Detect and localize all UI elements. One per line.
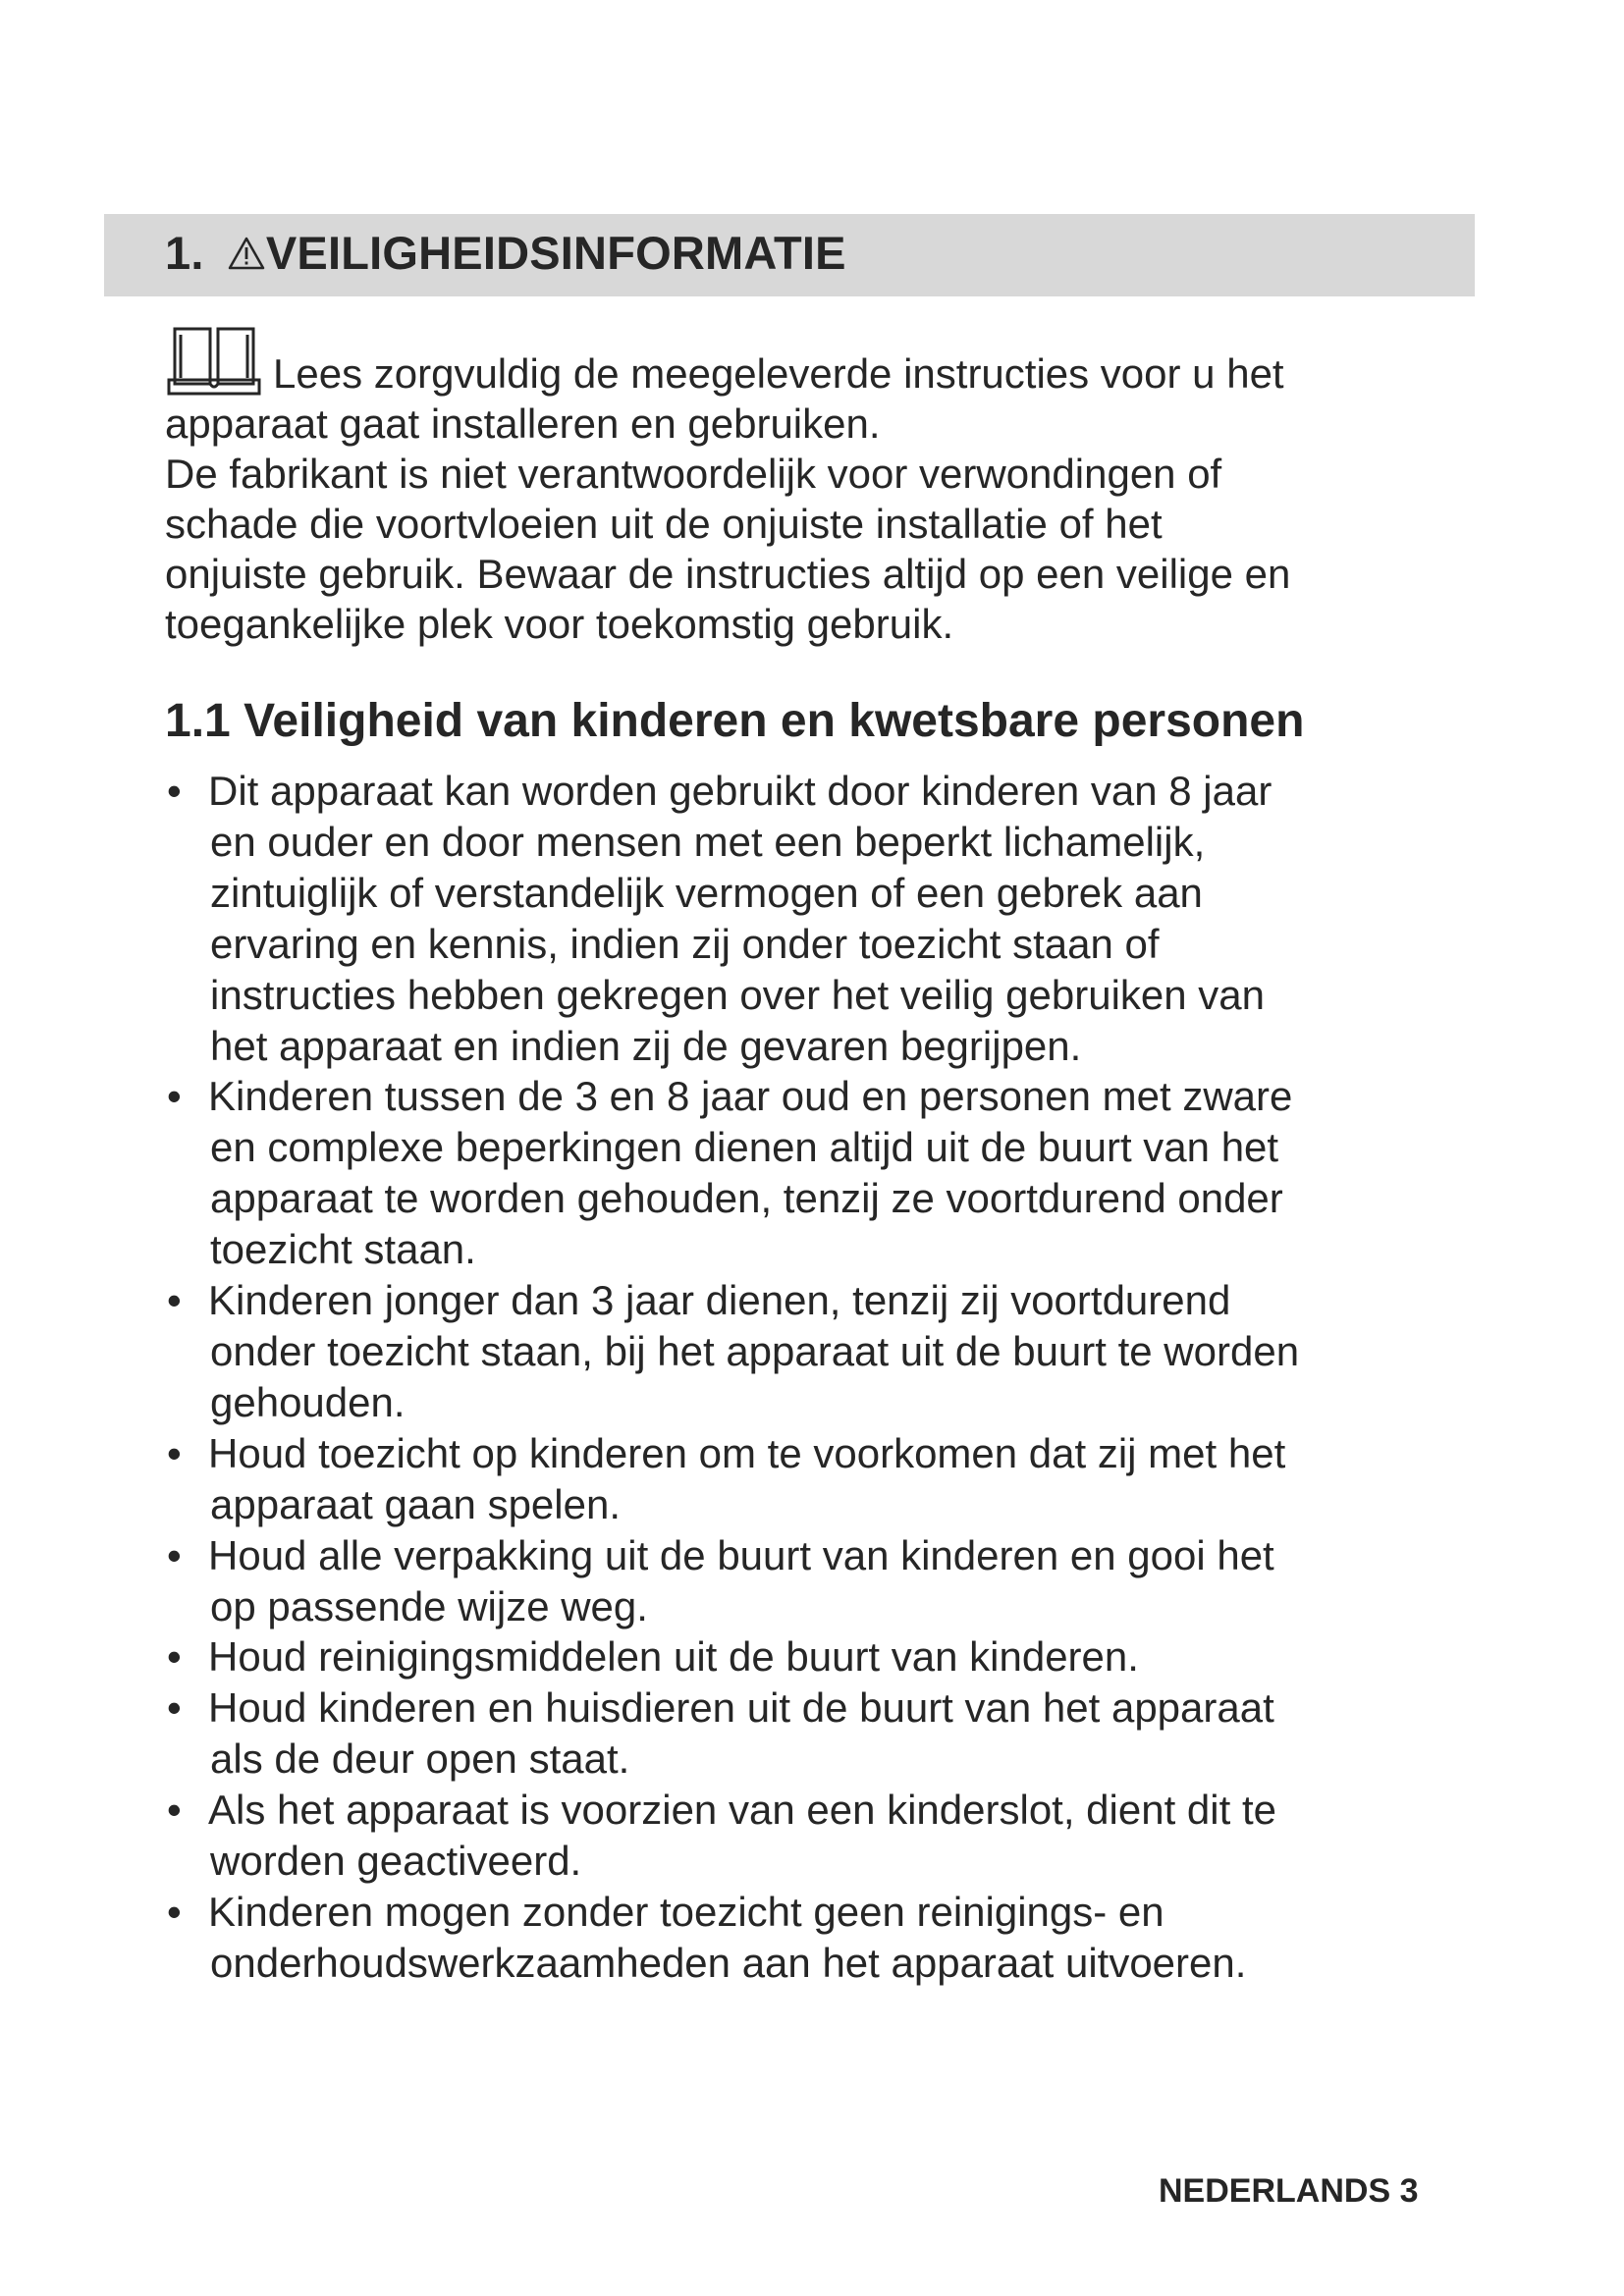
bullet-dot: • [167,1888,182,1935]
page-footer: NEDERLANDS 3 [1159,2172,1419,2210]
bullet-dot: • [167,1073,182,1120]
bullet-dot: • [167,1684,182,1732]
bullet-line: onder toezicht staan, bij het apparaat uit de buurt te worden [210,1327,1300,1374]
bullet-line: ervaring en kennis, indien zij onder toezicht staan of [210,920,1160,967]
bullet-line: Dit apparaat kan worden gebruikt door kinderen van 8 jaar [208,768,1272,814]
bullet-line: en complexe beperkingen dienen altijd uit de buurt van het [210,1124,1279,1171]
intro-line: onjuiste gebruik. Bewaar de instructies altijd op een veilige en [165,551,1291,597]
bullet-line: apparaat te worden gehouden, tenzij ze voortdurend onder [210,1175,1283,1222]
intro-line: toegankelijke plek voor toekomstig gebruik. [165,601,954,647]
bullet-line: Houd reinigingsmiddelen uit de buurt van kinderen. [208,1633,1139,1681]
section-title-text: VEILIGHEIDSINFORMATIE [265,227,846,279]
bullet-line: Als het apparaat is voorzien van een kinderslot, dient dit te [208,1787,1276,1834]
warning-icon [227,227,266,284]
bullet-item [165,1887,1500,1989]
bullet-item [165,1785,1500,1887]
bullet-line: Houd kinderen en huisdieren uit de buurt van het apparaat [208,1684,1274,1732]
bullet-item [165,1428,1500,1530]
bullet-line: gehouden. [210,1378,406,1425]
bullet-dot: • [167,1633,182,1681]
bullet-line: Kinderen jonger dan 3 jaar dienen, tenzij zij voortdurend [208,1277,1231,1324]
section-number: 1. [165,227,204,279]
bullet-line: onderhoudswerkzaamheden aan het apparaat uitvoeren. [210,1939,1247,1986]
bullet-item [165,1275,1500,1428]
bullet-dot: • [167,1787,182,1834]
bullet-item [165,1071,1500,1275]
bullet-item [165,1530,1500,1632]
bullet-line: Kinderen mogen zonder toezicht geen reinigings- en [208,1888,1164,1935]
bullet-line: als de deur open staat. [210,1735,630,1783]
bullet-line: toezicht staan. [210,1226,476,1273]
subsection-title: 1.1 Veiligheid van kinderen en kwetsbare personen [165,695,1305,747]
bullet-dot: • [167,768,182,814]
bullet-line: zintuiglijk of verstandelijk vermogen of een gebrek aan [210,869,1203,916]
bullet-item [165,1682,1500,1785]
bullet-item [165,1631,1500,1682]
intro-first-line: Lees zorgvuldig de meegeleverde instructies voor u het [273,350,1284,397]
bullet-line: op passende wijze weg. [210,1582,648,1629]
intro-line: apparaat gaat installeren en gebruiken. [165,400,881,447]
bullet-line: Houd alle verpakking uit de buurt van kinderen en gooi het [208,1531,1274,1578]
bullet-line: apparaat gaan spelen. [210,1480,622,1527]
safety-bullet-list [165,766,1500,1989]
intro-line: De fabrikant is niet verantwoordelijk voor verwondingen of [165,451,1222,497]
bullet-line: worden geactiveerd. [210,1838,582,1885]
section-title [165,225,846,284]
bullet-line: en ouder en door mensen met een beperkt lichamelijk, [210,818,1206,865]
intro-line: schade die voortvloeien uit de onjuiste installatie of het [165,501,1163,547]
bullet-line: het apparaat en indien zij de gevaren begrijpen. [210,1022,1082,1069]
bullet-dot: • [167,1429,182,1476]
bullet-dot: • [167,1277,182,1324]
bullet-line: Kinderen tussen de 3 en 8 jaar oud en personen met zware [208,1073,1293,1120]
bullet-line: instructies hebben gekregen over het veilig gebruiken van [210,971,1266,1018]
bullet-dot: • [167,1531,182,1578]
bullet-line: Houd toezicht op kinderen om te voorkomen dat zij met het [208,1429,1286,1476]
bullet-item [165,766,1500,1071]
book-icon [167,325,261,402]
